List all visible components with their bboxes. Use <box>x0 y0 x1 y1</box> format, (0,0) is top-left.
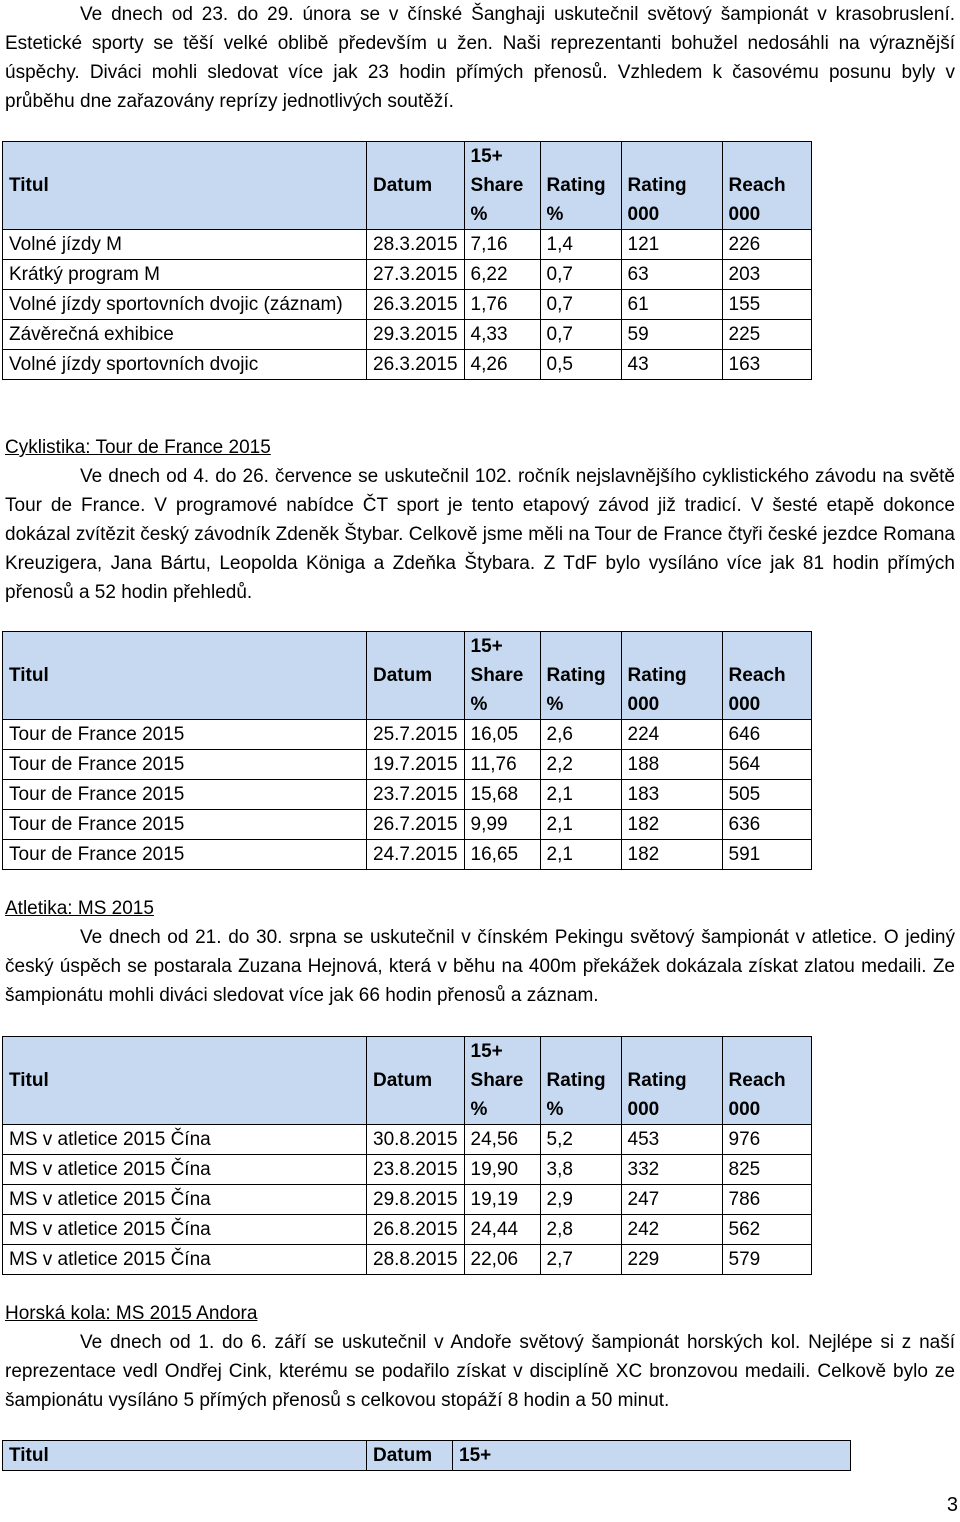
table-row: MS v atletice 2015 Čína 29.8.2015 19,19 2,9 247 786 <box>3 1185 812 1215</box>
section-cycling <box>5 433 955 607</box>
col-rating-000: Rating 000 <box>621 142 722 230</box>
table-figure-skating <box>2 141 812 380</box>
section-text: Ve dnech od 21. do 30. srpna se uskutečnil v čínském Pekingu světový šampionát v atletice. O jediný český úspěch se postarala Zuzana Hejnová, která v běhu na 400m překážek dokázala získat zlatou medaili. Ze šampionátu mohli diváci sledovat více jak 66 hodin přenosů a záznam. <box>5 927 955 1006</box>
section-heading: Cyklistika: Tour de France 2015 <box>5 437 271 458</box>
table-row: Volné jízdy sportovních dvojic 26.3.2015 4,26 0,5 43 163 <box>3 350 812 380</box>
table-header: Titul Datum 15+ Share % Rating % Rating 000 Reach 000 <box>3 632 812 720</box>
table-row: Krátký program M 27.3.2015 6,22 0,7 63 203 <box>3 260 812 290</box>
page-number: 3 <box>946 1494 958 1516</box>
intro-paragraph: Ve dnech od 23. do 29. února se v čínské Šanghaji uskutečnil světový šampionát v krasobruslení. Estetické sporty se těší velké oblibě především u žen. Naši reprezentanti bohužel nedosáhli na výraznější úspěchy. Diváci mohli sledovat více jak 23 hodin přímých přenosů. Vzhledem k časovému posunu byly v průběhu dne zařazovány reprízy jednotlivých soutěží. <box>5 4 955 112</box>
col-rating-pct: Rating % <box>540 142 621 230</box>
section-heading: Atletika: MS 2015 <box>5 898 154 919</box>
table-row: MS v atletice 2015 Čína 26.8.2015 24,44 2,8 242 562 <box>3 1215 812 1245</box>
table-header <box>3 142 812 230</box>
table-row: Tour de France 2015 26.7.2015 9,99 2,1 182 636 <box>3 810 812 840</box>
section-text: Ve dnech od 4. do 26. července se uskutečnil 102. ročník nejslavnějšího cyklistického závodu na světě Tour de France. V programové nabídce ČT sport je tento etapový závod již tradicí. V šesté etapě dokonce dokázal zvítězit český závodník Zdeněk Štybar. Celkově jsme měli na Tour de France čtyři české jezdce Romana Kreuzigera, Jana Bártu, Leopolda Königa a Zdeňka Štybara. Z TdF bylo vysíláno více jak 81 hodin přímých přenosů a 52 hodin přehledů. <box>5 466 955 603</box>
table-header: Titul Datum 15+ <box>3 1441 851 1471</box>
table-row: Závěrečná exhibice 29.3.2015 4,33 0,7 59 225 <box>3 320 812 350</box>
table-row: Tour de France 2015 24.7.2015 16,65 2,1 182 591 <box>3 840 812 870</box>
section-heading: Horská kola: MS 2015 Andora <box>5 1303 258 1324</box>
table-mountain-bike <box>2 1440 851 1471</box>
col-reach-000: Reach 000 <box>722 142 811 230</box>
table-row: MS v atletice 2015 Čína 28.8.2015 22,06 2,7 229 579 <box>3 1245 812 1275</box>
table-row: MS v atletice 2015 Čína 30.8.2015 24,56 5,2 453 976 <box>3 1125 812 1155</box>
col-datum: Datum <box>367 142 465 230</box>
table-row: Tour de France 2015 19.7.2015 11,76 2,2 188 564 <box>3 750 812 780</box>
table-tour-de-france <box>2 631 812 870</box>
section-athletics <box>5 894 955 1010</box>
table-row: Tour de France 2015 23.7.2015 15,68 2,1 183 505 <box>3 780 812 810</box>
table-athletics <box>2 1036 812 1275</box>
table-row: Volné jízdy M 28.3.2015 7,16 1,4 121 226 <box>3 230 812 260</box>
section-mountain-bike <box>5 1299 955 1415</box>
table-header: Titul Datum 15+ Share % Rating % Rating 000 Reach 000 <box>3 1037 812 1125</box>
section-text: Ve dnech od 1. do 6. září se uskutečnil v Andoře světový šampionát horských kol. Nejlépe si z naší reprezentace vedl Ondřej Cink, kterému se podařilo získat v disciplíně XC bronzovou medaili. Celkově bylo ze šampionátu vysíláno 5 přímých přenosů s celkovou stopáží 8 hodin a 50 minut. <box>5 1332 955 1411</box>
table-row: Tour de France 2015 25.7.2015 16,05 2,6 224 646 <box>3 720 812 750</box>
col-titul: Titul <box>3 142 367 230</box>
table-row: MS v atletice 2015 Čína 23.8.2015 19,90 3,8 332 825 <box>3 1155 812 1185</box>
table-row: Volné jízdy sportovních dvojic (záznam) 26.3.2015 1,76 0,7 61 155 <box>3 290 812 320</box>
col-share: 15+ Share % <box>464 142 540 230</box>
